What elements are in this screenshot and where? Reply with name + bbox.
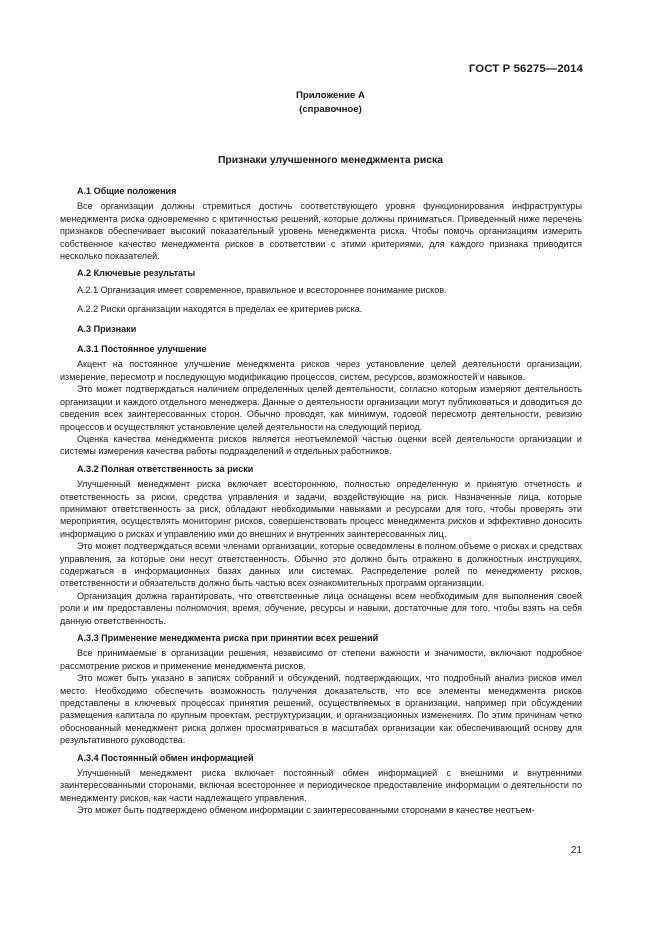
paragraph: Это может быть подтверждено обменом информации с заинтересованными сторонами в качестве неотъем-	[77, 805, 535, 816]
document-title: Признаки улучшенного менеджмента риска	[217, 155, 444, 166]
section-heading-a1: А.1 Общие положения	[77, 186, 177, 196]
paragraph: Организация должна гарантировать, что ответственные лица оснащены всем необходимым для выполнения своей роли и им предоставлены полномочия, время, обучение, ресурсы и навыки, достаточные для того, чтобы взять на себя данную ответственность.	[60, 590, 582, 626]
paragraph: Это может подтверждаться всеми членами организации, которые осведомлены в полном объеме о рисках и средствах управления, за которые они несут ответственность. Обычно это должно быть отражено в должностных инструкциях, содержаться в информационных базах данных или системах. Распределение ролей по менеджменту рисков, ответственности и обязательств должно быть частью всех ознакомительных программ организации.	[60, 541, 582, 589]
section-heading-a3-3: А.3.3 Применение менеджмента риска при принятии всех решений	[77, 633, 379, 643]
appendix-type: (справочное)	[299, 104, 362, 115]
appendix-label: Приложение А	[296, 90, 365, 101]
paragraph: Акцент на постоянное улучшение менеджмента рисков через установление целей деятельности организации, измерение, пересмотр и последующую модификацию процессов, систем, ресурсов, возможностей и навыков.	[60, 359, 582, 382]
paragraph: Это может быть указано в записях собраний и обсуждений, подтверждающих, что подробный анализ рисков имел место. Необходимо обеспечить возможность получения доказательств, что все элементы менеджмента рисков представлены в ключевых процессах принятия решений, осуществляемых в организации, например при обсуждении размещения капитала по крупным проектам, реструктуризации, и организационных изменениях. По этим причинам четко обоснованный менеджмент риска должен просматриваться в масштабах организации как обеспечивающий основу для результативного руководства.	[60, 673, 582, 746]
standard-number: ГОСТ Р 56275—2014	[468, 63, 583, 75]
section-heading-a3-2: А.3.2 Полная ответственность за риски	[77, 463, 254, 474]
paragraph: Улучшенный менеджмент риска включает постоянный обмен информацией с внешними и внутренними заинтересованными сторонами, включая всестороннее и периодическое предоставление информации о деятельности по менеджменту рисков, как части надлежащего управления.	[60, 768, 582, 803]
paragraph: Улучшенный менеджмент риска включает всестороннюю, полностью определенную и принятую отчетность и ответственность за риски, средства управления и задачи, воздействующие на риск. Назначенные лица, которые принимают ответственность за риск, обладают необходимыми навыками и ресурсами для того, чтобы проверять эти мероприятия, осуществлять мониторинг рисков, совершенствовать процесс менеджмента рисков и эффективно доносить информацию о рисках и управлению ими до внешних и внутренних заинтересованных лиц.	[60, 479, 582, 539]
section-heading-a3-1: А.3.1 Постоянное улучшение	[77, 344, 207, 355]
paragraph: Все принимаемые в организации решения, независимо от степени важности и значимости, включают подробное рассмотрение рисков и применение менеджмента рисков.	[60, 648, 582, 671]
paragraph: Все организации должны стремиться достичь соответствующего уровня функционирования инфраструктуры менеджмента риска одновременно с критичностью решений, которые должны приниматься. Приведенный ниже перечень признаков обеспечивает высокий показательный уровень менеджмента риска. Чтобы помочь организациям измерить собственное качество менеджмента рисков в соответствии с этими критериями, для каждого признака приводится несколько показателей.	[60, 201, 582, 262]
paragraph: Это может подтверждаться наличием определенных целей деятельности, согласно которым измеряют деятельность организации и каждого отдельного менеджера. Данные о деятельности организации могут публиковаться и доводиться до сведения всех заинтересованных сторон. Обычно проводят, как минимум, годовой пересмотр деятельности, ревизию процессов и осуществляют установление целей деятельности на следующий период.	[60, 384, 582, 432]
section-heading-a2: А.2 Ключевые результаты	[77, 268, 196, 279]
section-heading-a3: А.3 Признаки	[77, 323, 137, 334]
paragraph: Оценка качества менеджмента рисков является неотъемлемой частью оценки всей деятельности организации и системы измерения качества работы подразделений и отдельных работников.	[60, 433, 582, 457]
page-number: 21	[570, 845, 582, 856]
section-heading-a3-4: А.3.4 Постоянный обмен информацией	[77, 752, 254, 763]
clause-a2-1: А.2.1 Организация имеет современное, правильное и всестороннее понимание рисков.	[77, 284, 447, 295]
document-body	[60, 184, 582, 817]
clause-a2-2: А.2.2 Риски организации находятся в пределах ее критериев риска.	[77, 304, 363, 315]
